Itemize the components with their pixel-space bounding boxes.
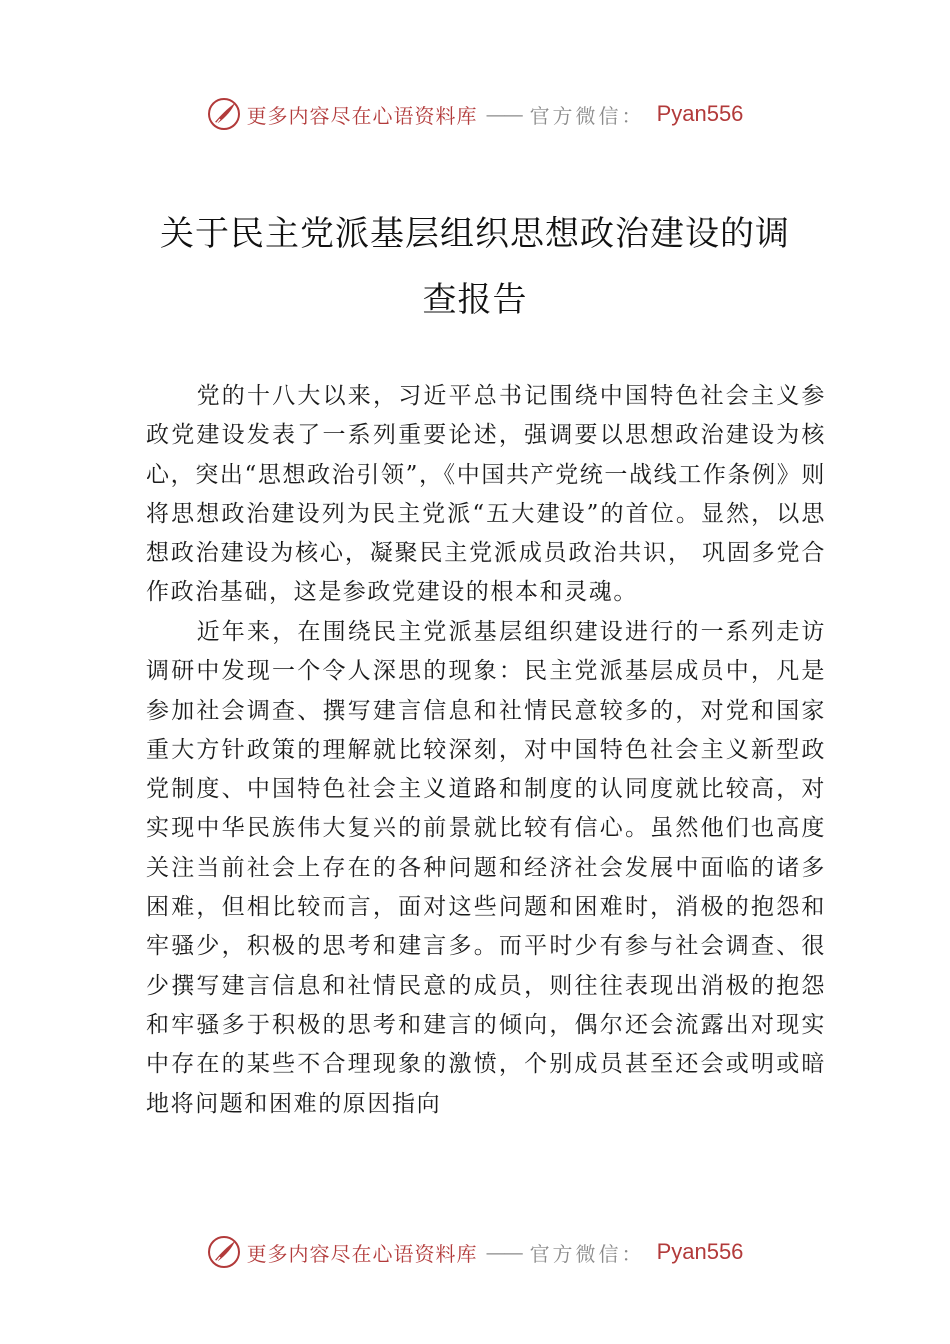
header-banner-text: 更多内容尽在心语资料库	[246, 103, 478, 128]
footer-banner-text: 更多内容尽在心语资料库	[246, 1241, 478, 1266]
body-paragraph-1-text: 党的十八大以来，习近平总书记围绕中国特色社会主义参政党建设发表了一系列重要论述，强调要以思想政治建设为核心，突出“思想政治引领”，《中国共产党统一战线工作条例》则将思想政治建设列为民主党派“五大建设”的首位。显然，以思想政治建设为核心，凝聚民主党派成员政治共识， 巩固多党合作政治基础，这是参政党建设的根本和灵魂。	[146, 383, 826, 606]
body-paragraph-2	[146, 613, 826, 1124]
header-wechat-label: 官方微信：	[529, 103, 645, 128]
header-banner-dash: ——	[485, 102, 522, 126]
body-paragraph-2-text: 近年来，在围绕民主党派基层组织建设进行的一系列走访调研中发现一个令人深思的现象：民主党派基层成员中，凡是参加社会调查、撰写建言信息和社情民意较多的，对党和国家重大方针政策的理解就比较深刻，对中国特色社会主义新型政党制度、中国特色社会主义道路和制度的认同度就比较高，对实现中华民族伟大复兴的前景就比较有信心。虽然他们也高度关注当前社会上存在的各种问题和经济社会发展中面临的诸多困难，但相比较而言，面对这些问题和困难时，消极的抱怨和牢骚少，积极的思考和建言多。而平时少有参与社会调查、很少撰写建言信息和社情民意的成员，则往往表现出消极的抱怨和牢骚多于积极的思考和建言的倾向，偶尔还会流露出对现实中存在的某些不合理现象的激愤，个别成员甚至还会或明或暗地将问题和困难的原因指向	[146, 619, 826, 1117]
quill-pen-icon	[207, 97, 241, 131]
document-title-line-2: 查报告	[422, 280, 528, 320]
header-wechat-id: Pyan556	[656, 101, 744, 126]
body-paragraph-1	[146, 377, 826, 613]
footer-banner-content	[207, 1235, 744, 1269]
header-banner-content	[207, 97, 744, 131]
footer-wechat-id: Pyan556	[656, 1239, 744, 1264]
document-title-line-1: 关于民主党派基层组织思想政治建设的调	[160, 214, 790, 254]
footer-wechat-label: 官方微信：	[529, 1241, 645, 1266]
header-banner	[0, 94, 950, 134]
quill-pen-icon	[207, 1235, 241, 1269]
footer-banner-dash: ——	[485, 1240, 522, 1264]
footer-banner	[0, 1232, 950, 1272]
